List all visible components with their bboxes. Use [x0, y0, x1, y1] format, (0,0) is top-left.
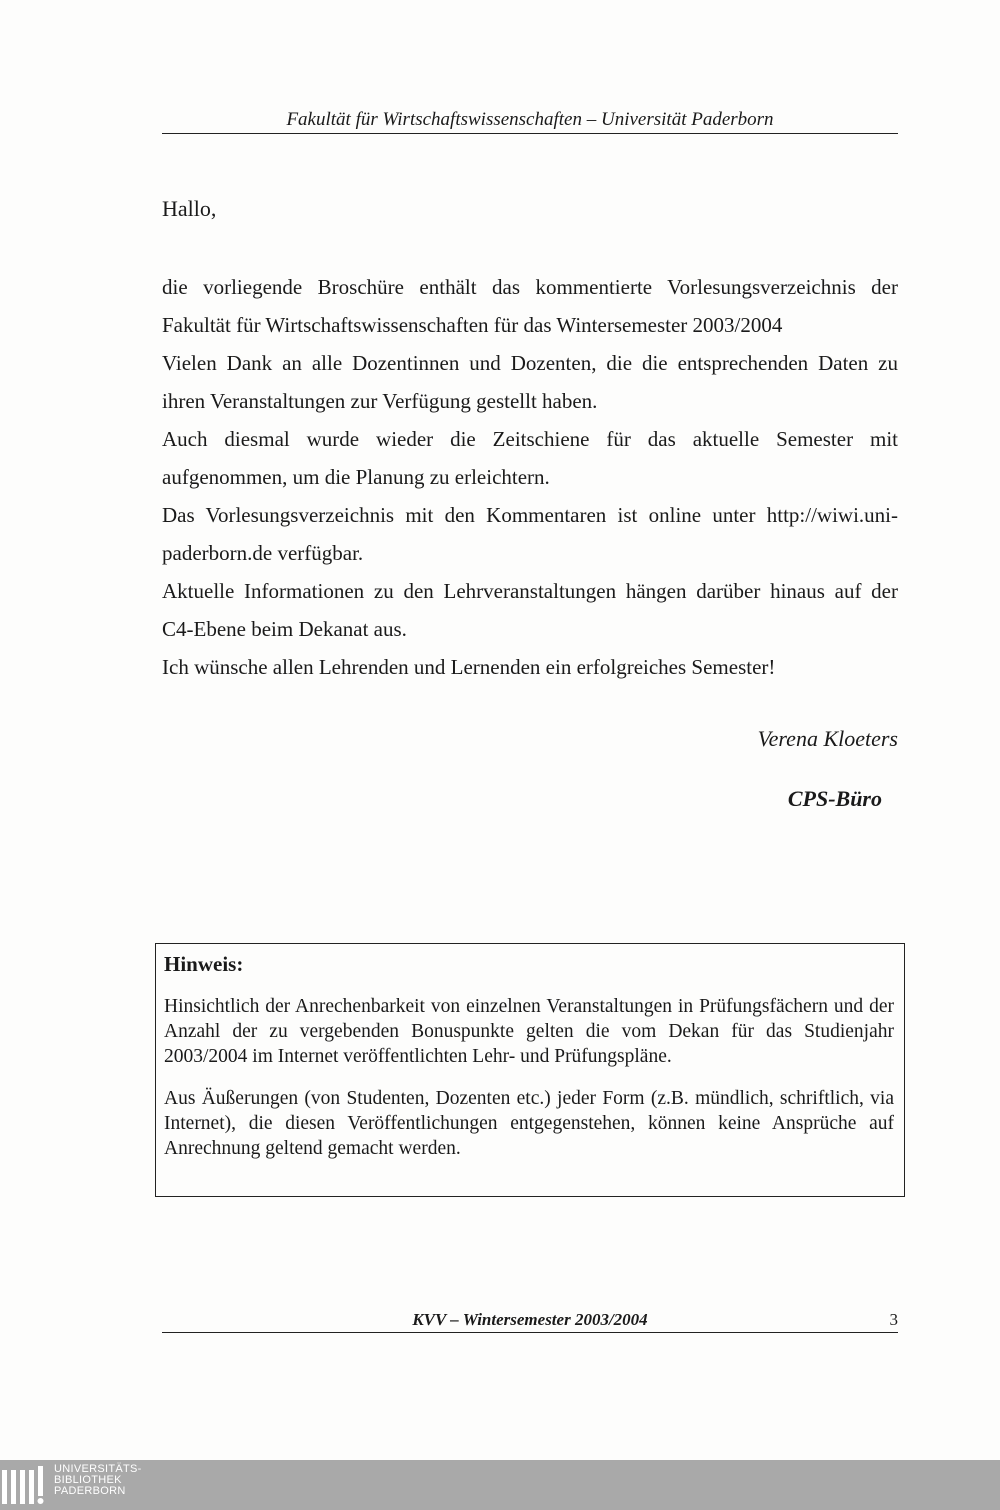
library-watermark-bar	[0, 1460, 1000, 1510]
page-number: 3	[889, 1310, 898, 1329]
paragraph-4-line-2: paderborn.de verfügbar.	[162, 541, 364, 565]
paragraph-2-line-2: ihren Veranstaltungen zur Verfügung gestellt haben.	[162, 389, 598, 413]
signer-office: CPS-Büro	[787, 786, 882, 811]
notice-box	[155, 943, 905, 1197]
letter-greeting: Hallo,	[162, 196, 217, 221]
notice-paragraph-1: Hinsichtlich der Anrechenbarkeit von einzelnen Veranstaltungen in Prüfungsfächern und der Anzahl der zu vergebenden Bonuspunkte gelten die vom Dekan für das Studienjahr 2003/2004 im Internet veröffentlichten Lehr- und Prüfungspläne.	[164, 996, 894, 1067]
paragraph-4-line-1: Das Vorlesungsverzeichnis mit den Kommentaren ist online unter http://wiwi.uni-	[162, 503, 898, 527]
library-name-line-1: UNIVERSITÄTS-	[54, 1463, 142, 1475]
notice-title: Hinweis:	[164, 952, 244, 976]
library-logo-icon	[2, 1466, 46, 1506]
signer-name: Verena Kloeters	[757, 726, 898, 751]
page-header: Fakultät für Wirtschaftswissenschaften – Universität Paderborn	[162, 108, 898, 134]
paragraph-5-line-1: Aktuelle Informationen zu den Lehrveranstaltungen hängen darüber hinaus auf der	[162, 579, 898, 603]
library-name-line-3: PADERBORN	[54, 1485, 126, 1497]
letter-body	[162, 268, 898, 686]
paragraph-1-line-2: Fakultät für Wirtschaftswissenschaften für das Wintersemester 2003/2004	[162, 313, 783, 337]
footer-title: KVV – Wintersemester 2003/2004	[412, 1310, 648, 1329]
paragraph-5-line-2: C4-Ebene beim Dekanat aus.	[162, 617, 407, 641]
library-name-line-2: BIBLIOTHEK	[54, 1474, 122, 1486]
paragraph-1-line-1: die vorliegende Broschüre enthält das kommentierte Vorlesungsverzeichnis der	[162, 275, 898, 299]
paragraph-3-line-2: aufgenommen, um die Planung zu erleichtern.	[162, 465, 550, 489]
page-footer	[162, 1310, 898, 1333]
library-name	[54, 1464, 142, 1497]
paragraph-2-line-1: Vielen Dank an alle Dozentinnen und Dozenten, die die entsprechenden Daten zu	[162, 351, 898, 375]
notice-paragraph-2: Aus Äußerungen (von Studenten, Dozenten etc.) jeder Form (z.B. mündlich, schriftlich, via Internet), die diesen Veröffentlichungen entgegenstehen, können keine Ansprüche auf Anrechnung geltend gemacht werden.	[164, 1088, 894, 1159]
paragraph-6-line-1: Ich wünsche allen Lehrenden und Lernenden ein erfolgreiches Semester!	[162, 655, 776, 679]
paragraph-3-line-1: Auch diesmal wurde wieder die Zeitschiene für das aktuelle Semester mit	[162, 427, 898, 451]
